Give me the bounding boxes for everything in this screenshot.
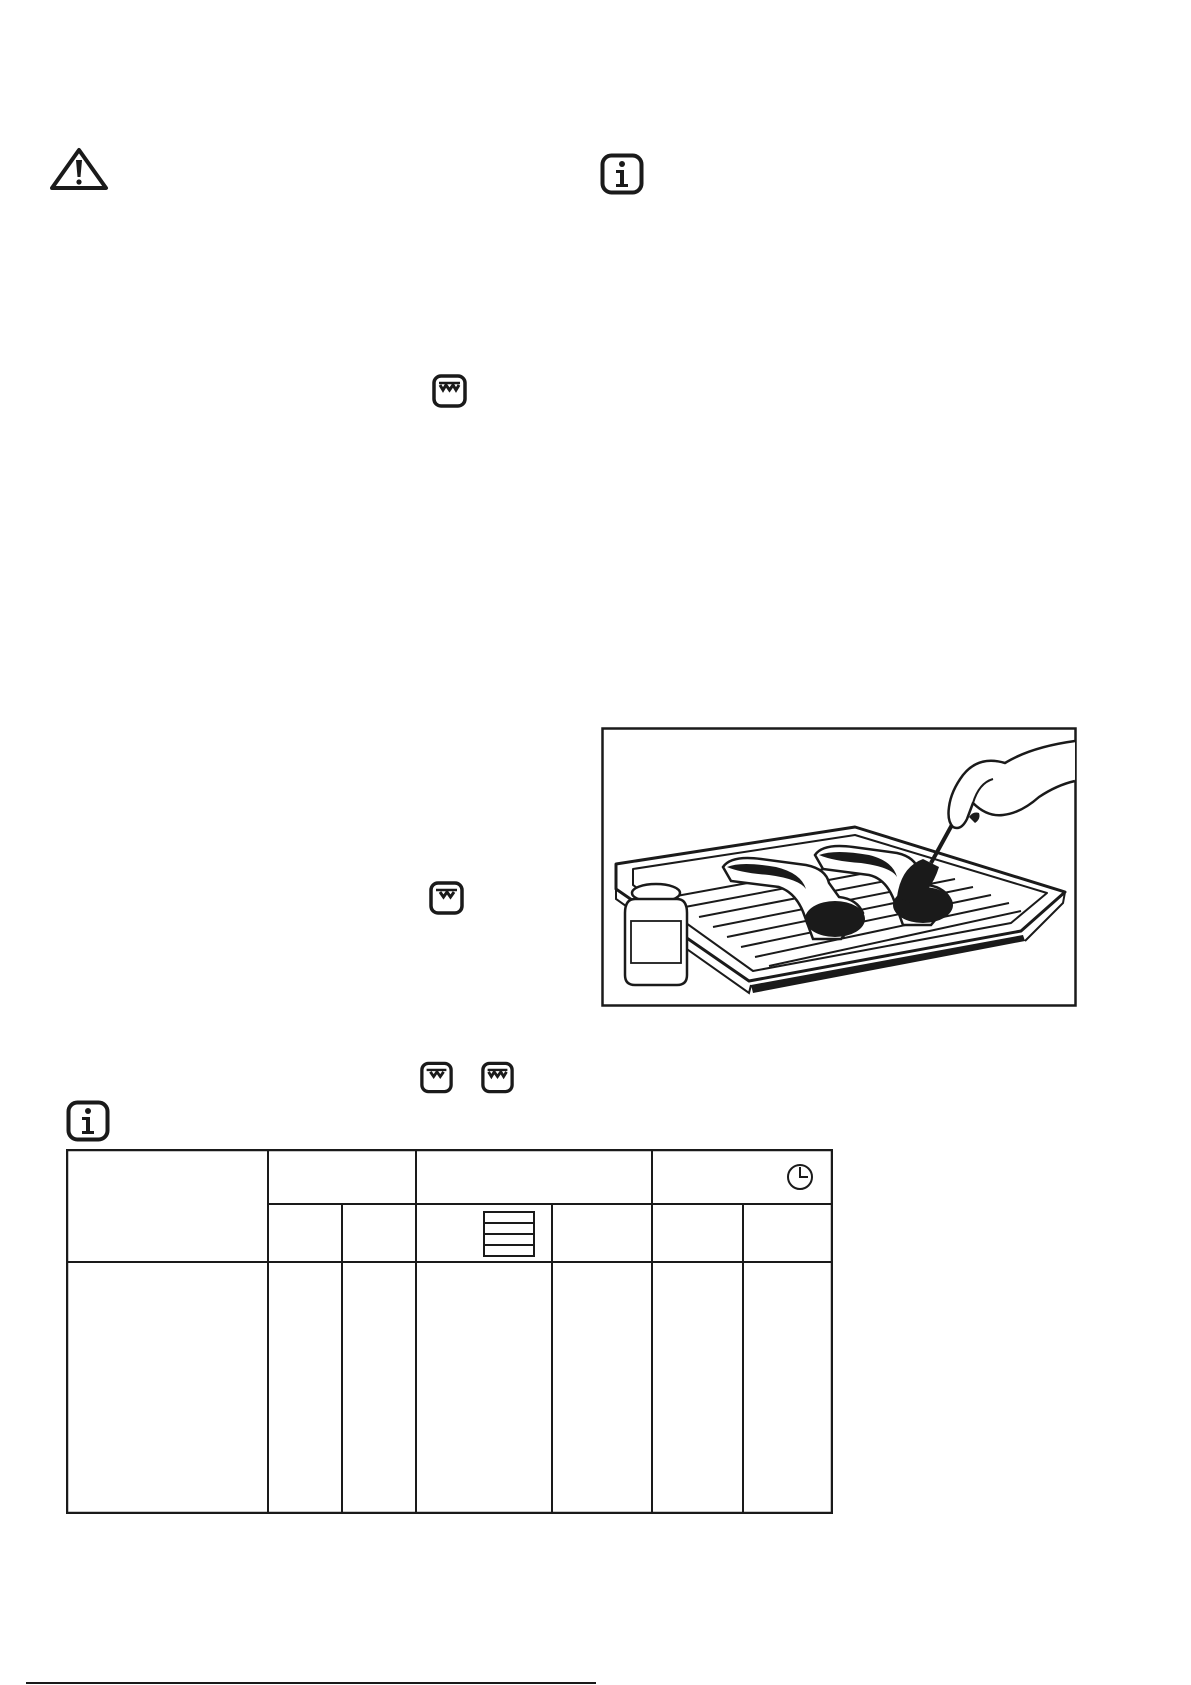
info-icon	[600, 153, 644, 195]
clock-icon	[788, 1165, 812, 1189]
grill-tray-illustration	[601, 727, 1077, 1007]
shelf-levels-icon	[484, 1212, 534, 1256]
warning-triangle-icon	[48, 146, 110, 192]
info-icon	[66, 1100, 110, 1142]
footer-rule	[26, 1682, 596, 1684]
grill-half-icon	[420, 1061, 453, 1094]
cooking-table	[66, 1149, 833, 1514]
grill-full-icon	[432, 374, 467, 408]
grill-half-icon	[429, 881, 464, 915]
grill-full-icon	[481, 1061, 514, 1094]
hand	[949, 741, 1076, 828]
